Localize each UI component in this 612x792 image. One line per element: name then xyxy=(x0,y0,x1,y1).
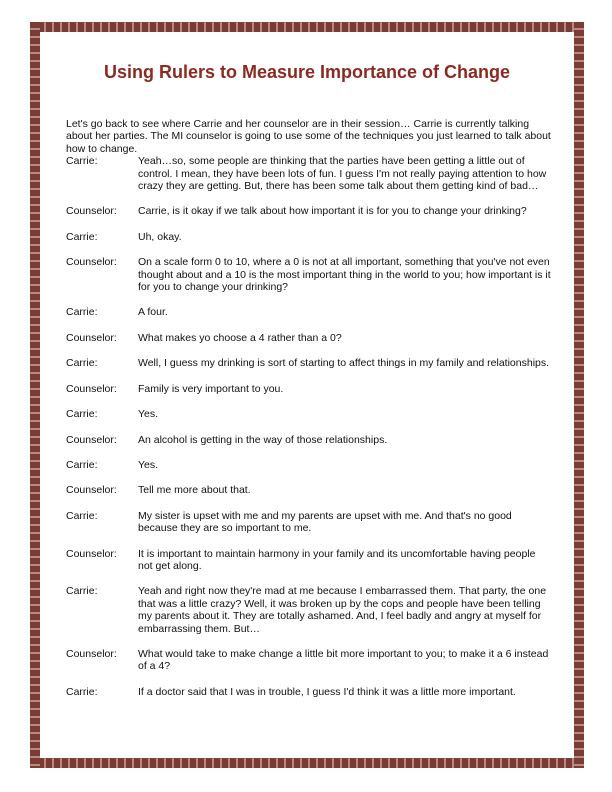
speaker-label: Carrie: xyxy=(66,509,98,522)
dialogue-row xyxy=(66,648,552,673)
speech-text: Tell me more about that. xyxy=(138,484,251,497)
speaker-label: Carrie: xyxy=(66,357,98,370)
speaker-label: Carrie: xyxy=(66,458,98,471)
dialogue-row xyxy=(66,383,552,395)
dialogue-row xyxy=(66,306,552,318)
speech-text: Yeah and right now they're mad at me because I embarrassed them. That party, the one that was a little crazy? Well, it was broken up by the cops and people have been telling my parents about it. They are totally ashamed. And, I feel badly and angry at myself for embarrassing them. But… xyxy=(138,585,547,635)
dialogue-row xyxy=(66,205,552,217)
page-border-left xyxy=(30,22,40,768)
dialogue-row xyxy=(66,548,552,573)
dialogue-list xyxy=(66,155,552,698)
dialogue-row xyxy=(66,231,552,243)
speech-text: Family is very important to you. xyxy=(138,382,284,395)
dialogue-content xyxy=(66,118,552,698)
speech-text: Carrie, is it okay if we talk about how important it is for you to change your drinking? xyxy=(138,205,527,218)
speaker-label: Counselor: xyxy=(66,205,117,218)
speech-text: If a doctor said that I was in trouble, I guess I'd think it was a little more important. xyxy=(138,685,516,698)
speaker-label: Counselor: xyxy=(66,433,117,446)
speech-text: Yes. xyxy=(138,458,159,471)
speaker-label: Counselor: xyxy=(66,547,117,560)
speech-text: An alcohol is getting in the way of those relationships. xyxy=(138,433,388,446)
speaker-label: Carrie: xyxy=(66,685,98,698)
speech-text: Yes. xyxy=(138,408,159,421)
speech-text: Yeah…so, some people are thinking that the parties have been getting a little out of control. I mean, they have been lots of fun. I guess I'm not really paying attention to how crazy they are getting. But, there has been some talk about them getting kind of bad… xyxy=(138,155,547,193)
dialogue-row xyxy=(66,510,552,535)
speaker-label: Counselor: xyxy=(66,647,117,660)
dialogue-row xyxy=(66,332,552,344)
speech-text: What would take to make change a little bit more important to you; to make it a 6 instead of a 4? xyxy=(138,647,549,673)
speaker-label: Counselor: xyxy=(66,256,117,269)
speech-text: A four. xyxy=(138,306,168,319)
speaker-label: Counselor: xyxy=(66,382,117,395)
speech-text: My sister is upset with me and my parents are upset with me. And that's no good because they are so important to me. xyxy=(138,509,512,535)
speech-text: Uh, okay. xyxy=(138,230,182,243)
page-border-right xyxy=(574,22,584,768)
speaker-label: Counselor: xyxy=(66,484,117,497)
speaker-label: Carrie: xyxy=(66,408,98,421)
speaker-label: Carrie: xyxy=(66,155,98,168)
dialogue-row xyxy=(66,459,552,471)
dialogue-row xyxy=(66,686,552,698)
dialogue-row xyxy=(66,155,552,192)
speaker-label: Carrie: xyxy=(66,230,98,243)
speaker-label: Carrie: xyxy=(66,585,98,598)
speaker-label: Carrie: xyxy=(66,306,98,319)
intro-paragraph: Let's go back to see where Carrie and her counselor are in their session… Carrie is currently talking about her parties. The MI counselor is going to use some of the techniques you just learned to talk about how to change. xyxy=(66,118,551,155)
speech-text: It is important to maintain harmony in your family and its uncomfortable having people not get along. xyxy=(138,547,536,572)
dialogue-row xyxy=(66,408,552,420)
dialogue-row xyxy=(66,434,552,446)
dialogue-row xyxy=(66,256,552,293)
speech-text: What makes yo choose a 4 rather than a 0? xyxy=(138,331,342,344)
speech-text: Well, I guess my drinking is sort of starting to affect things in my family and relationships. xyxy=(138,357,550,370)
dialogue-row xyxy=(66,484,552,496)
speech-text: On a scale form 0 to 10, where a 0 is not at all important, something that you've not even thought about and a 10 is the most important thing in the world to you; how important is it for you to change your drinking? xyxy=(138,256,551,294)
page-title: Using Rulers to Measure Importance of Change xyxy=(103,62,511,82)
speaker-label: Counselor: xyxy=(66,331,117,344)
page-border-bottom xyxy=(30,758,584,768)
page-border-top xyxy=(30,22,584,32)
dialogue-row xyxy=(66,357,552,369)
dialogue-row xyxy=(66,585,552,635)
